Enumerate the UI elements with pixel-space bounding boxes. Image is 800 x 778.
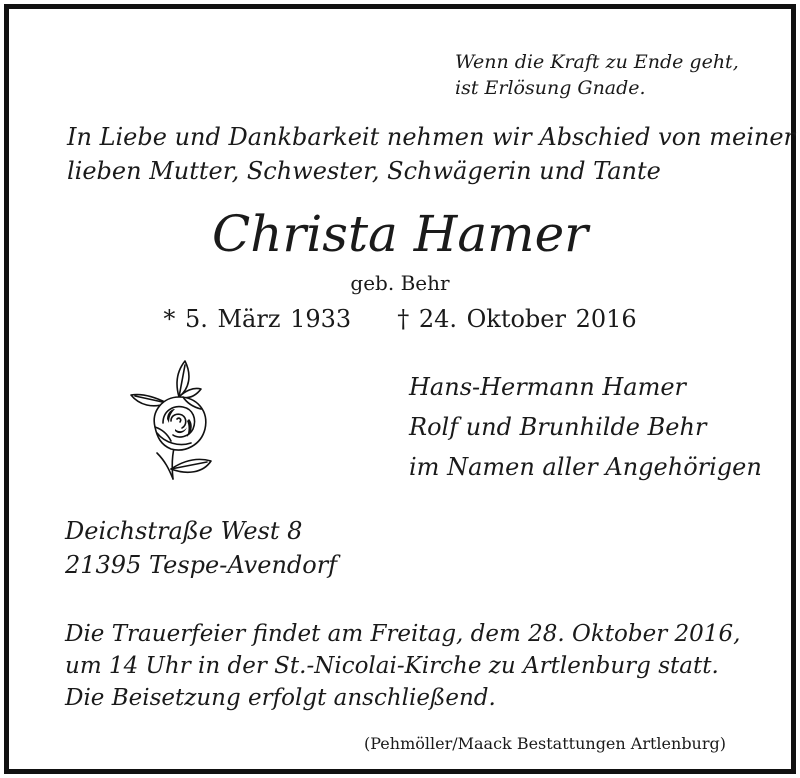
obituary-frame bbox=[4, 4, 796, 774]
motto-line-1: Wenn die Kraft zu Ende geht, bbox=[455, 51, 739, 73]
life-dates bbox=[9, 305, 791, 333]
mourner-2: Rolf und Brunhilde Behr bbox=[409, 413, 707, 441]
intro-line-1: In Liebe und Dankbarkeit nehmen wir Abschied von meiner bbox=[67, 123, 796, 151]
rose-icon bbox=[127, 357, 227, 487]
service-line-3: Die Beisetzung erfolgt anschließend. bbox=[65, 685, 496, 711]
service-line-1: Die Trauerfeier findet am Freitag, dem 28. Oktober 2016, bbox=[65, 621, 741, 647]
motto-line-2: ist Erlösung Gnade. bbox=[455, 77, 646, 99]
mourner-1: Hans-Hermann Hamer bbox=[409, 373, 687, 401]
death-date: † 24. Oktober 2016 bbox=[397, 305, 637, 333]
address-city: 21395 Tespe-Avendorf bbox=[65, 551, 338, 579]
intro-line-2: lieben Mutter, Schwester, Schwägerin und Tante bbox=[67, 157, 661, 185]
deceased-name: Christa Hamer bbox=[211, 205, 589, 263]
mourner-3: im Namen aller Angehörigen bbox=[409, 453, 762, 481]
birth-date: * 5. März 1933 bbox=[163, 305, 352, 333]
address-street: Deichstraße West 8 bbox=[65, 517, 303, 545]
maiden-name: geb. Behr bbox=[350, 271, 450, 295]
undertaker-credit: (Pehmöller/Maack Bestattungen Artlenburg) bbox=[364, 734, 726, 753]
service-line-2: um 14 Uhr in der St.-Nicolai-Kirche zu Artlenburg statt. bbox=[65, 653, 719, 679]
